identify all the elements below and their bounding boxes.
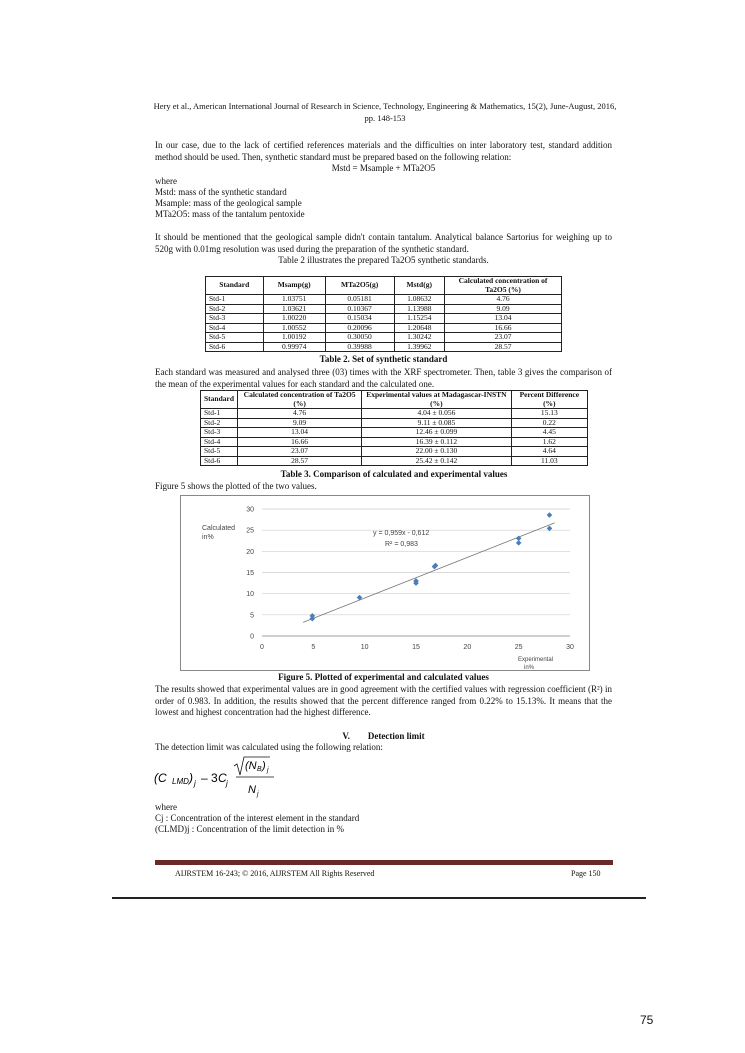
table-row <box>201 418 588 428</box>
table-cell: 0.30050 <box>325 333 394 343</box>
table-cell: 28.57 <box>238 456 362 466</box>
t3-header: Percent Difference (%) <box>511 391 587 409</box>
figure5-caption: Figure 5. Plotted of experimental and calculated values <box>278 672 489 682</box>
svg-text:j: j <box>267 767 269 774</box>
table-cell: Std-6 <box>201 456 238 466</box>
table-cell: 4.76 <box>445 295 562 305</box>
t2-header: Calculated concentration of Ta2O5 (%) <box>445 277 562 295</box>
y-tick-label: 0 <box>250 633 254 641</box>
table-row <box>201 437 588 447</box>
x-tick-label: 5 <box>311 644 316 651</box>
table-row <box>206 295 562 305</box>
svg-text:j: j <box>257 791 259 798</box>
table-cell: 22.00 ± 0.130 <box>362 447 511 457</box>
y-tick-label: 20 <box>246 548 254 556</box>
paragraph-6: The detection limit was calculated using the following relation: <box>155 742 383 752</box>
table-cell: 1.13988 <box>394 304 444 314</box>
def-cj: Cj : Concentration of the interest element in the standard <box>155 813 360 823</box>
table-3 <box>200 390 588 466</box>
table-cell: Std-4 <box>201 437 238 447</box>
table-cell: 4.45 <box>511 428 587 438</box>
r-squared: R² = 0,983 <box>385 541 418 548</box>
table-cell: 0.39988 <box>325 342 394 352</box>
table-row <box>206 314 562 324</box>
y-tick-label: 5 <box>250 612 254 620</box>
table-cell: 1.20648 <box>394 323 444 333</box>
section-heading: V. Detection limit <box>342 731 425 741</box>
formula-mstd: Mstd = Msample + MTa2O5 <box>331 163 436 173</box>
table-cell: Std-5 <box>201 447 238 457</box>
paragraph-1: In our case, due to the lack of certified references materials and the difficulties on inter laboratory test, standard addition method should be used. Then, synthetic standard must be prepared based on the following relation: <box>155 140 612 162</box>
y-tick-label: 30 <box>246 506 254 514</box>
table-cell: 16.39 ± 0.112 <box>362 437 511 447</box>
page-rule <box>112 897 646 899</box>
table-cell: 11.03 <box>511 456 587 466</box>
table-cell: Std-1 <box>201 409 238 419</box>
footer-bar <box>155 860 613 865</box>
table-cell: 1.00552 <box>263 323 325 333</box>
header-line-2: pp. 148-153 <box>364 113 406 123</box>
table-cell: 16.66 <box>445 323 562 333</box>
x-tick-label: 20 <box>463 644 472 651</box>
svg-text:B: B <box>257 766 262 773</box>
table2-intro: Table 2 illustrates the prepared Ta2O5 synthetic standards. <box>278 255 489 265</box>
table-cell: 0.10367 <box>325 304 394 314</box>
paragraph-3: Each standard was measured and analysed three (03) times with the XRF spectrometer. Then, table 3 gives the comparison of the mean of the experimental values for each standard and the calculated one. <box>155 367 612 389</box>
table-cell: Std-3 <box>201 428 238 438</box>
def-msample: Msample: mass of the geological sample <box>155 198 302 208</box>
table-row <box>201 409 588 419</box>
table-cell: 1.39962 <box>394 342 444 352</box>
header-line-1: Hery et al., American International Journal of Research in Science, Technology, Engineering & Mathematics, 15(2), June-August, 2016, <box>153 101 617 111</box>
svg-text:C: C <box>218 771 227 785</box>
y-axis-label-2: in% <box>202 534 214 541</box>
t3-header: Calculated concentration of Ta2O5 (%) <box>238 391 362 409</box>
svg-text:j: j <box>226 779 228 788</box>
table-cell: 28.57 <box>445 342 562 352</box>
def-clmd: (CLMD)j : Concentration of the limit detection in % <box>155 824 344 834</box>
svg-text:(C: (C <box>154 771 167 785</box>
table-cell: Std-2 <box>206 304 264 314</box>
table-cell: 1.08632 <box>394 295 444 305</box>
table-cell: 0.20096 <box>325 323 394 333</box>
svg-text:N: N <box>248 784 256 796</box>
table2-caption: Table 2. Set of synthetic standard <box>319 354 448 364</box>
page-number: 75 <box>640 1013 654 1027</box>
table-cell: Std-5 <box>206 333 264 343</box>
svg-text:(N: (N <box>245 760 257 772</box>
y-tick-label: 25 <box>246 527 254 535</box>
table-cell: Std-6 <box>206 342 264 352</box>
table-2 <box>205 276 562 352</box>
table-cell: 23.07 <box>238 447 362 457</box>
table-cell: Std-2 <box>201 418 238 428</box>
t2-header: Msamp(g) <box>263 277 325 295</box>
table-cell: 0.05181 <box>325 295 394 305</box>
svg-text:– 3: – 3 <box>201 771 218 785</box>
table-cell: 0.15034 <box>325 314 394 324</box>
table-cell: 1.00220 <box>263 314 325 324</box>
table-cell: 1.03751 <box>263 295 325 305</box>
x-tick-label: 0 <box>260 644 264 651</box>
paragraph-2: It should be mentioned that the geological sample didn't contain tantalum. Analytical balance Sartorius for weighing up to 520g with 0.01mg resolution was used during the preparation of the synthetic standard. <box>155 232 612 254</box>
table-cell: 1.62 <box>511 437 587 447</box>
table-3-body <box>201 409 588 466</box>
svg-text:): ) <box>189 771 193 785</box>
table-cell: Std-4 <box>206 323 264 333</box>
def-mstd: Mstd: mass of the synthetic standard <box>155 187 287 197</box>
x-tick-label: 10 <box>360 644 369 651</box>
t2-header: Mstd(g) <box>394 277 444 295</box>
table-cell: 16.66 <box>238 437 362 447</box>
table-row <box>201 447 588 457</box>
table-row <box>201 428 588 438</box>
table-cell: 23.07 <box>445 333 562 343</box>
table-2-body <box>206 295 562 352</box>
t2-header: Standard <box>206 277 264 295</box>
svg-text:): ) <box>262 760 266 772</box>
t3-header: Experimental values at Madagascar-INSTN (%) <box>362 391 511 409</box>
table-cell: 1.30242 <box>394 333 444 343</box>
y-axis-label-1: Calculated <box>202 525 236 532</box>
table-cell: 9.09 <box>238 418 362 428</box>
table-cell: 9.09 <box>445 304 562 314</box>
table-cell: 4.04 ± 0.056 <box>362 409 511 419</box>
x-axis-label-2: in% <box>524 665 535 671</box>
t2-header: MTa2O5(g) <box>325 277 394 295</box>
table-row <box>206 333 562 343</box>
table-cell: 25.42 ± 0.142 <box>362 456 511 466</box>
table3-caption: Table 3. Comparison of calculated and experimental values <box>280 469 508 479</box>
t3-header: Standard <box>201 391 238 409</box>
table-cell: 1.15254 <box>394 314 444 324</box>
table-cell: 15.13 <box>511 409 587 419</box>
table-cell: 12.46 ± 0.099 <box>362 428 511 438</box>
x-axis-label-1: Experimental <box>518 657 554 663</box>
table-cell: 1.00192 <box>263 333 325 343</box>
table-row <box>206 342 562 352</box>
figure-5-chart <box>180 495 590 671</box>
table-cell: 4.64 <box>511 447 587 457</box>
table-cell: 1.03621 <box>263 304 325 314</box>
trend-equation: y = 0,959x - 0,612 <box>373 530 430 537</box>
svg-text:j: j <box>194 779 196 788</box>
table-cell: Std-3 <box>206 314 264 324</box>
y-tick-label: 15 <box>246 570 254 577</box>
running-header <box>150 100 620 124</box>
x-tick-label: 25 <box>514 644 523 651</box>
paragraph-4: Figure 5 shows the plotted of the two values. <box>155 481 317 491</box>
detection-limit-formula <box>152 755 282 801</box>
where-label: where <box>155 176 177 186</box>
table-cell: 0.22 <box>511 418 587 428</box>
table-cell: 4.76 <box>238 409 362 419</box>
table-cell: 0.99974 <box>263 342 325 352</box>
chart-frame <box>181 496 590 671</box>
footer-left: AIJRSTEM 16-243; © 2016, AIJRSTEM All Rights Reserved <box>175 869 375 878</box>
table-cell: 9.11 ± 0.085 <box>362 418 511 428</box>
x-tick-label: 30 <box>566 644 574 651</box>
y-tick-label: 10 <box>246 591 254 599</box>
table-cell: Std-1 <box>206 295 264 305</box>
table-cell: 13.04 <box>445 314 562 324</box>
x-tick-label: 15 <box>412 644 420 651</box>
def-mta2o5: MTa2O5: mass of the tantalum pentoxide <box>155 209 305 219</box>
where-label-2: where <box>155 802 177 812</box>
footer-right: Page 150 <box>571 869 601 878</box>
svg-text:LMD: LMD <box>172 777 189 786</box>
paragraph-5: The results showed that experimental values are in good agreement with the certified values with regression coefficient (R²) in order of 0.983. In addition, the results showed that the percent difference ranged from 0.22% to 15.13%. It means that the lowest and highest concentration had the highest difference. <box>155 684 612 717</box>
table-cell: 13.04 <box>238 428 362 438</box>
table-row <box>201 456 588 466</box>
